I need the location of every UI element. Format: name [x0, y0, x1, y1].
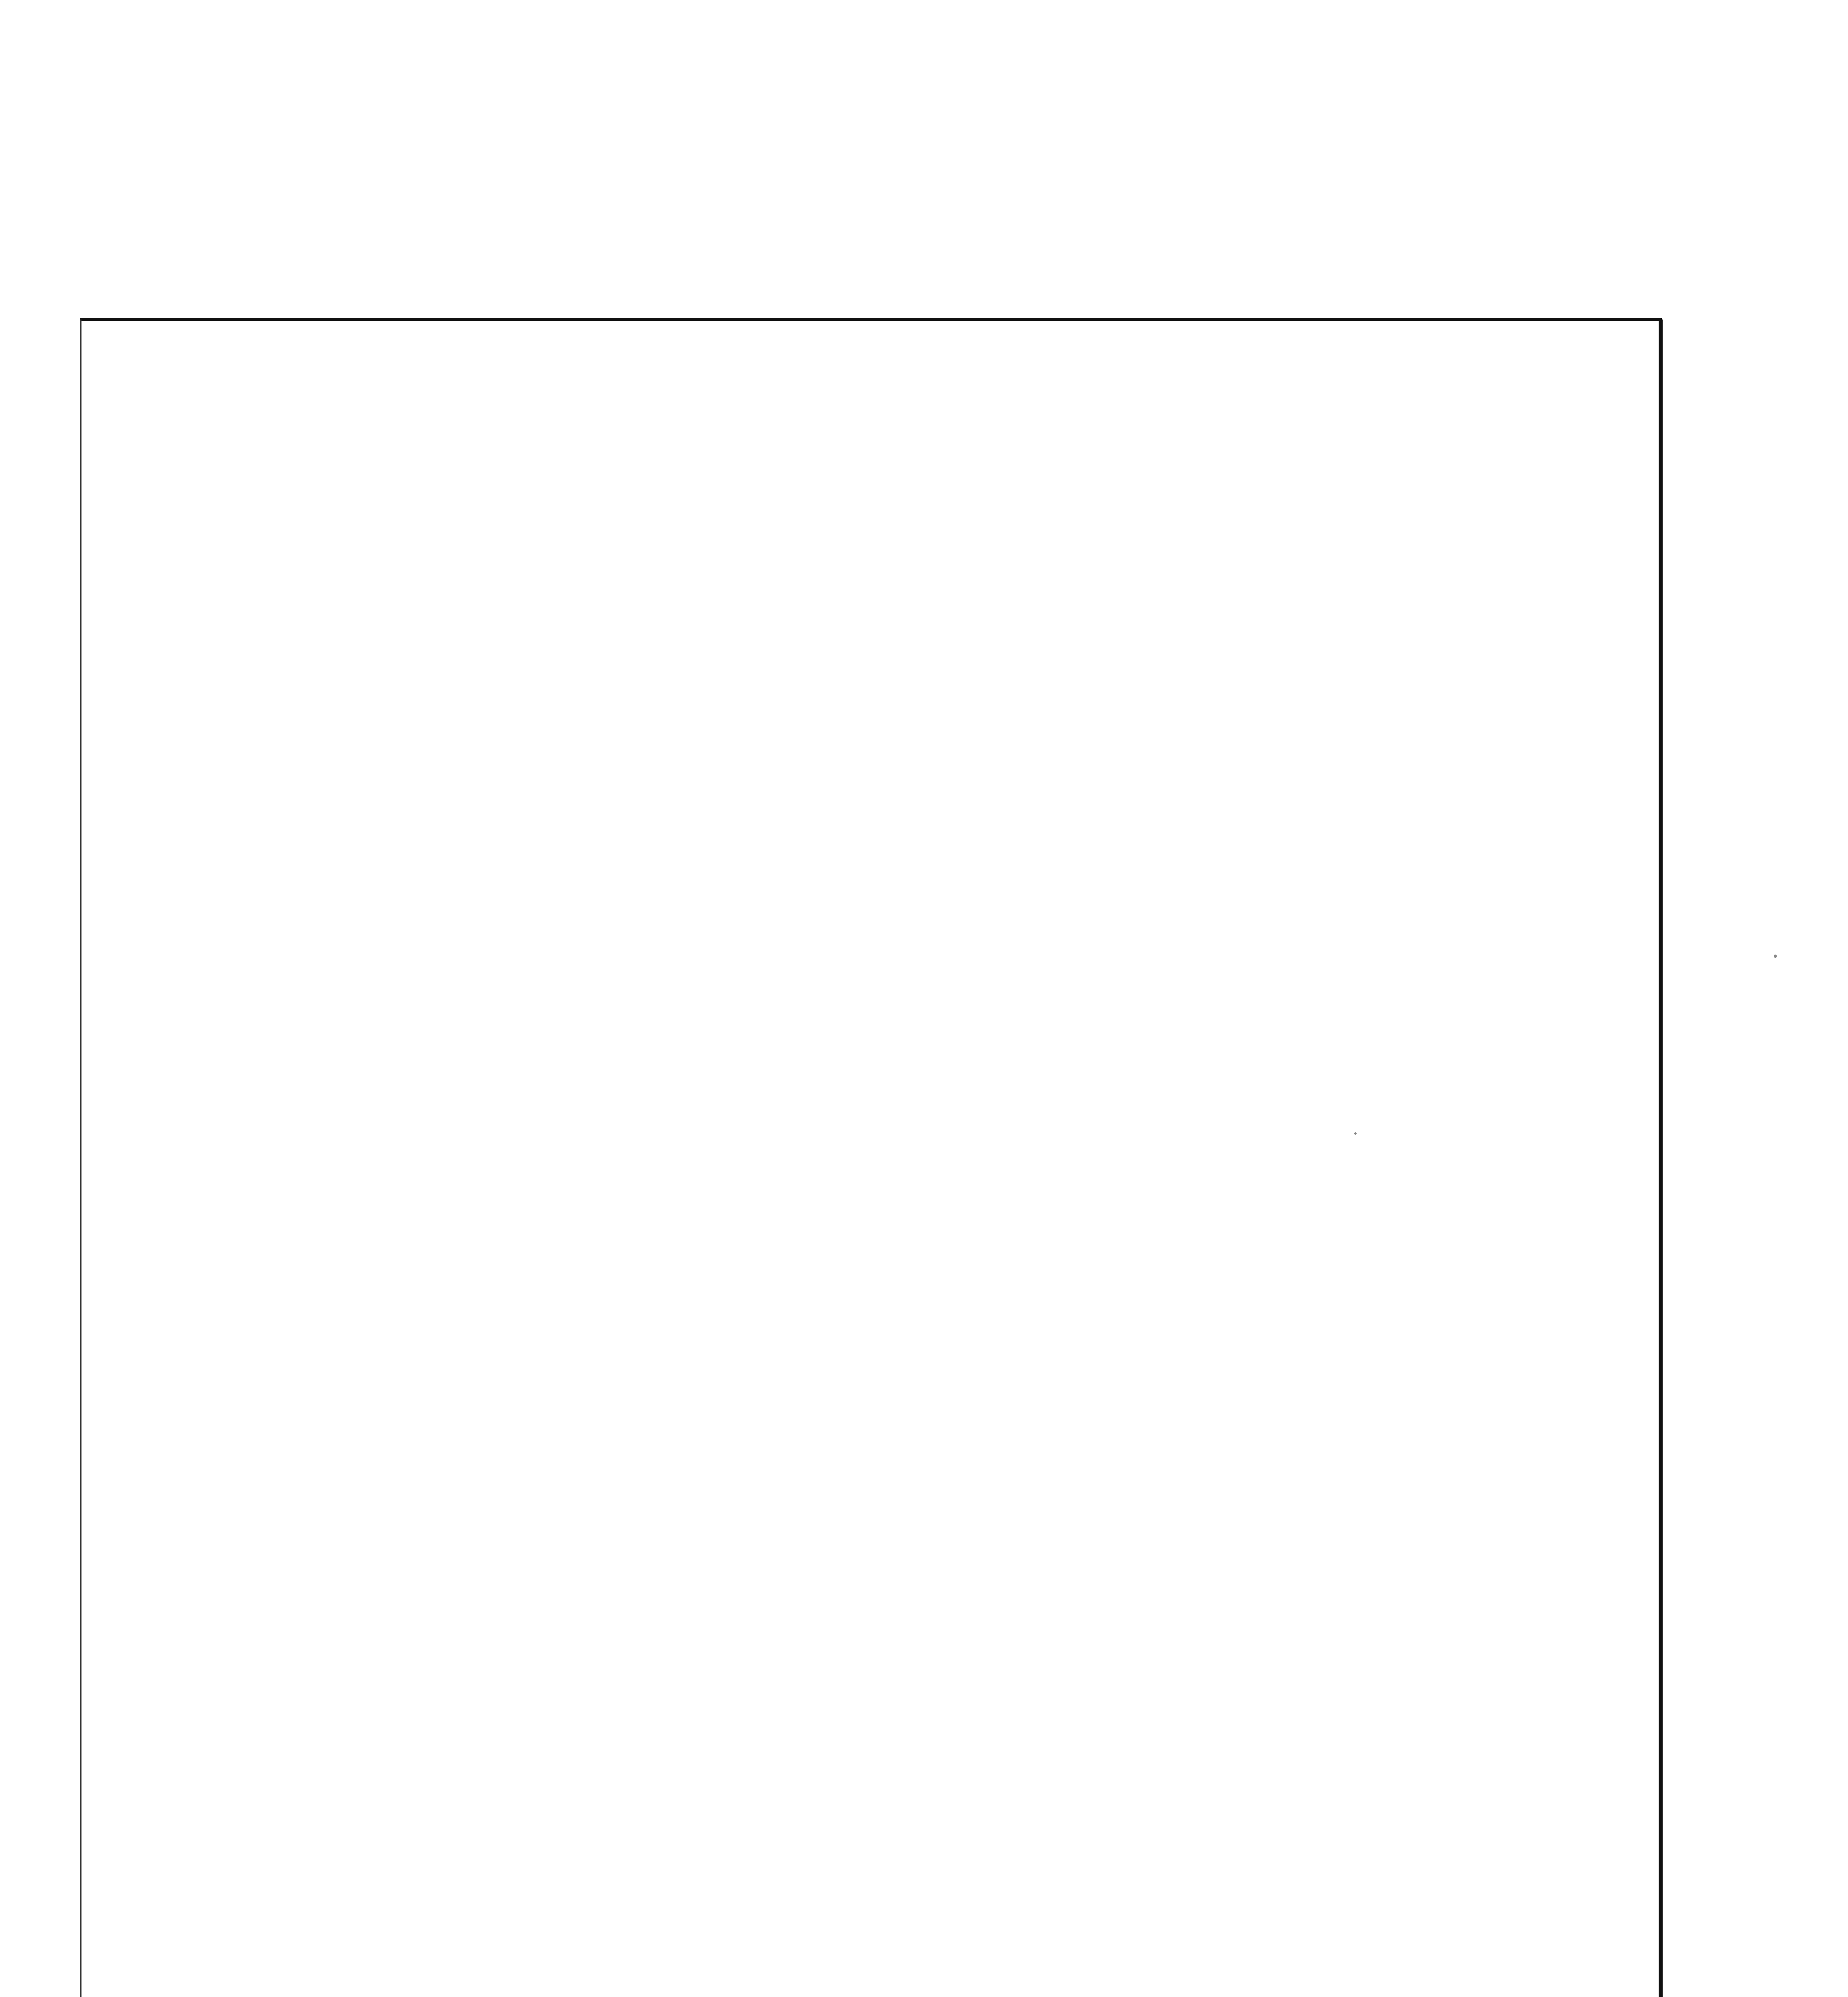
table-row: [0, 1772, 1848, 1791]
table-row: [0, 1315, 1848, 1334]
table-row: [0, 1028, 1848, 1047]
table-row: [0, 784, 1848, 802]
table-row: [0, 915, 1848, 934]
table-row: [0, 1353, 1848, 1372]
table-row: [0, 1715, 1848, 1734]
table-row: [0, 1903, 1848, 1922]
frame-top-border: [80, 318, 1662, 321]
table-row: [0, 1201, 1848, 1219]
table-row: [0, 1010, 1848, 1028]
table-row: [0, 1828, 1848, 1847]
table-row: [0, 1791, 1848, 1810]
table-row: [0, 1810, 1848, 1828]
table-row: [0, 1866, 1848, 1885]
table-row: [0, 934, 1848, 953]
table-row: [0, 897, 1848, 915]
table-row: [0, 646, 1848, 665]
table-row: [0, 1048, 1848, 1066]
table-row: [0, 1163, 1848, 1182]
table-row: [0, 1734, 1848, 1753]
table-row: [0, 1656, 1848, 1675]
table-row: [0, 1125, 1848, 1144]
table-row: [0, 1941, 1848, 1959]
table-row: [0, 1581, 1848, 1600]
table-row: [0, 1847, 1848, 1866]
table-row: [0, 1428, 1848, 1447]
table-row: [0, 840, 1848, 859]
table-row: [0, 1694, 1848, 1713]
table-row: [0, 1296, 1848, 1315]
table-row: [0, 1487, 1848, 1505]
table-row: [0, 953, 1848, 972]
table-row: [0, 991, 1848, 1010]
table-row: [0, 1238, 1848, 1257]
table-row: [0, 703, 1848, 722]
table-row: [0, 822, 1848, 840]
table-row: [0, 665, 1848, 684]
table-row: [0, 1638, 1848, 1656]
scan-speck: [1774, 955, 1777, 958]
table-row: [0, 722, 1848, 740]
table-row: [0, 458, 1848, 476]
table-row: [0, 1675, 1848, 1694]
table-row: [0, 533, 1848, 552]
table-row: [0, 495, 1848, 514]
table-row: [0, 1960, 1848, 1979]
table-row: [0, 1468, 1848, 1487]
table-row: [0, 1753, 1848, 1772]
table-row: [0, 1144, 1848, 1163]
table-row: [0, 1066, 1848, 1085]
table-row: [0, 476, 1848, 495]
table-row: [0, 514, 1848, 533]
table-row: [0, 1182, 1848, 1201]
table-row: [0, 1562, 1848, 1581]
table-row: [0, 1277, 1848, 1296]
table-row: [0, 1390, 1848, 1409]
table-row: [0, 684, 1848, 703]
table-row: [0, 1600, 1848, 1618]
table-row: [0, 571, 1848, 590]
table-row: [0, 765, 1848, 784]
table-row: [0, 1334, 1848, 1353]
table-row: [0, 1219, 1848, 1238]
table-row: [0, 972, 1848, 991]
table-row: [0, 1543, 1848, 1562]
table-row: [0, 1922, 1848, 1941]
table-row: [0, 1619, 1848, 1638]
table-row: [0, 609, 1848, 627]
table-row: [0, 1106, 1848, 1125]
table-row: [0, 552, 1848, 571]
table-row: [0, 802, 1848, 821]
table-row: [0, 1409, 1848, 1428]
table-row: [0, 1525, 1848, 1543]
scan-speck: [1354, 1132, 1357, 1135]
table-row: [0, 1372, 1848, 1390]
table-row: [0, 1505, 1848, 1524]
table-row: [0, 627, 1848, 646]
table-row: [0, 859, 1848, 878]
table-row: [0, 590, 1848, 608]
